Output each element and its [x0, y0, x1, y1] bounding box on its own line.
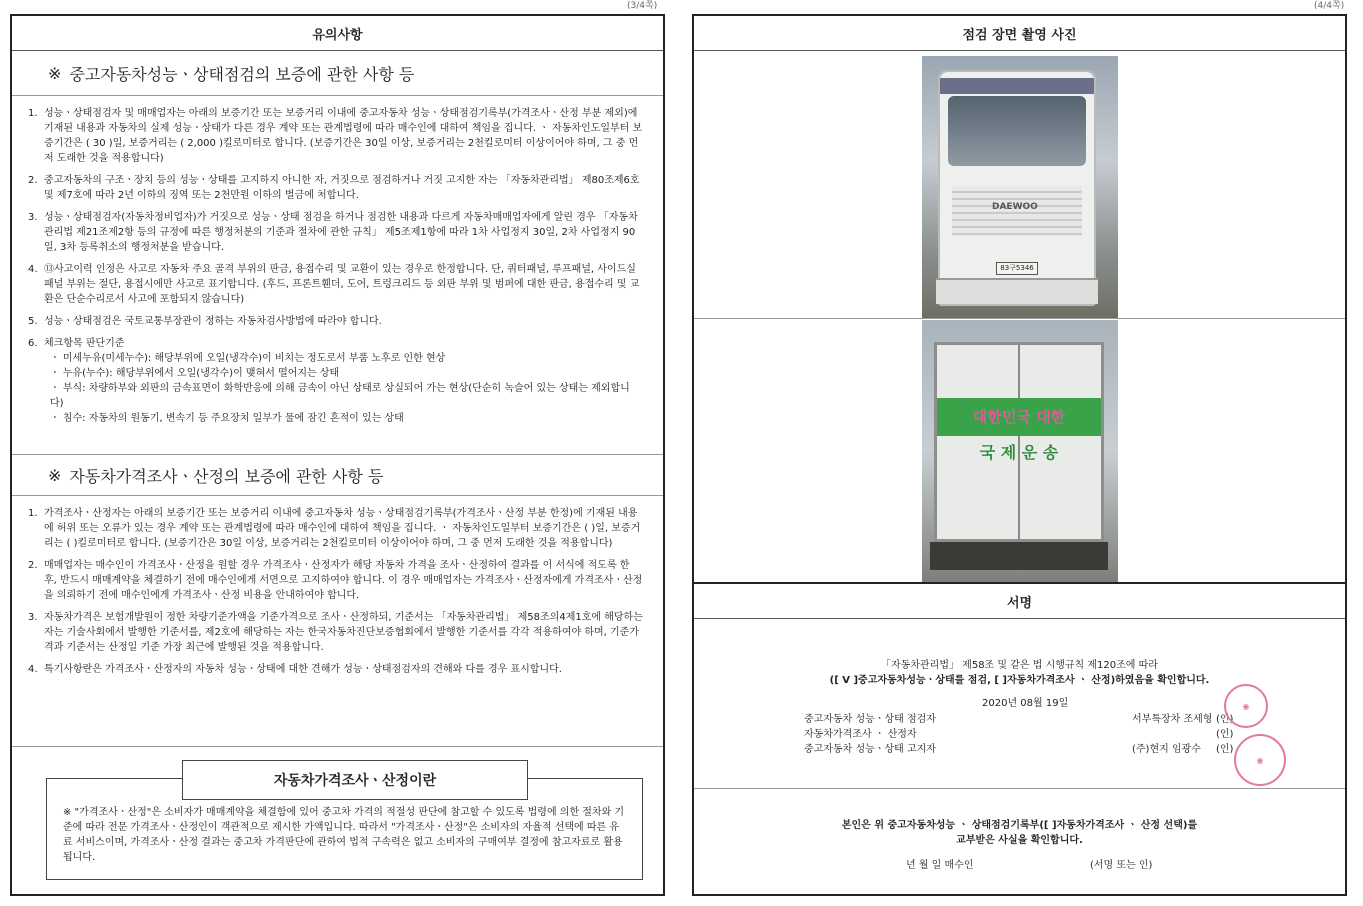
signer-seal: (인) — [1216, 744, 1234, 755]
item-text: 성능ㆍ상태점검은 국토교통부장관이 정하는 자동차검사방법에 따라야 합니다. — [44, 316, 382, 327]
list-item — [28, 210, 643, 255]
section-title — [12, 455, 663, 496]
confirm-line: 본인은 위 중고자동차성능 ㆍ 상태점검기록부([ ]자동차가격조사 ㆍ 산정 선택)를 — [841, 820, 1198, 831]
sub-item: ㆍ 부식: 차량하부와 외판의 금속표면이 화학반응에 의해 금속이 아닌 상태로 상실되어 가는 현상(단순히 녹슬어 있는 상태는 제외합니다) — [50, 383, 630, 409]
section-title — [12, 51, 663, 96]
photo-front — [922, 56, 1118, 318]
item-text: 자동차가격은 보험개발원이 정한 차량기준가액을 기준가격으로 조사ㆍ산정하되, 기준서는 「자동차관리법」 제58조의4제1호에 해당하는 자는 기술사회에서 발행한 기준서를, 제2호에 해당하는 자는 한국자동차진단보증협회에서 발행한 기준서를 각각 적용하여야 하며, 기준가격과 기준서는 산정일 기준 가장 최근에 발행된 것을 적용합니다. — [44, 612, 643, 653]
list-item — [28, 173, 643, 203]
item-number: 2. — [28, 175, 38, 186]
item-number: 2. — [28, 560, 38, 571]
list-item — [28, 336, 643, 426]
signer-seal: (인) — [1216, 729, 1234, 740]
law-line: 「자동차관리법」 제58조 및 같은 법 시행규칙 제120조에 따라 — [881, 660, 1158, 671]
item-number: 3. — [28, 212, 38, 223]
signer-role: 중고자동차 성능ㆍ상태 고지자 — [804, 744, 936, 755]
signer-name: (주)현지 임광수 — [1132, 744, 1201, 755]
seal-stamp: ◉ — [1234, 734, 1286, 786]
signer-seal: (인) — [1216, 714, 1234, 725]
item-text: 가격조사ㆍ산정자는 아래의 보증기간 또는 보증거리 이내에 중고자동차 성능ㆍ상태점검기록부(가격조사ㆍ산정 부분 한정)에 기재된 내용에 허위 또는 오류가 있는 경우 계약 또는 관계법령에 따라 매수인에 대하여 책임을 집니다. ㆍ 자동차인도일부터 보증기간은 ( )일, 보증거리는 ( )킬로미터로 합니다. (보증기간은 30일 이상, 보증거리는 2천킬로미터 이상이어야 하며, 그 중 먼저 도래한 것을 적용합니다) — [44, 508, 641, 549]
seal-stamp: ◉ — [1224, 684, 1268, 728]
item-number: 4. — [28, 264, 38, 275]
note-mark: ※ — [48, 63, 62, 83]
item-number: 4. — [28, 664, 38, 675]
item-text: 성능ㆍ상태점검자 및 매매업자는 아래의 보증기간 또는 보증거리 이내에 중고자동차 성능ㆍ상태점검기록부(가격조사ㆍ산정 부분 제외)에 기재된 내용과 자동차의 실제 성능ㆍ상태가 다른 경우 계약 또는 관계법령에 따라 매수인에 대하여 책임을 집니다. ㆍ 자동차인도일부터 보증기간은 ( 30 )일, 보증거리는 ( 2,000 )킬로미터로 합니다. (보증기간은 30일 이상, 보증거리는 2천킬로미터 이상이어야 하며, 그 중 먼저 도래한 것을 적용합니다) — [44, 108, 643, 164]
list-item — [28, 662, 643, 677]
sub-item: ㆍ 누유(누수): 해당부위에서 오일(냉각수)이 맺혀서 떨어지는 상태 — [50, 368, 340, 379]
panel-title: 점검 장면 촬영 사진 — [694, 16, 1345, 51]
item-text: 체크항목 판단기준 — [44, 338, 125, 349]
divider — [694, 318, 1345, 319]
company-text: 국 제 운 송 — [979, 443, 1059, 462]
item-number: 5. — [28, 316, 38, 327]
page-number: (3/4쪽) — [627, 1, 658, 11]
list-item — [28, 610, 643, 655]
item-text: 성능ㆍ상태점검자(자동차정비업자)가 거짓으로 성능ㆍ상태 점검을 하거나 점검한 내용과 다르게 자동차매매업자에게 알린 경우 「자동차관리법 제21조제2항 등의 규정에 따른 행정처분의 기준과 절차에 관한 규칙」 제5조제1항에 따라 1차 사업정지 30일, 2차 사업정지 90일, 3차 등록취소의 행정처분을 받습니다. — [44, 212, 638, 253]
page-number: (4/4쪽) — [1314, 1, 1345, 11]
signer-name: 서부특장차 조세형 — [1132, 714, 1213, 725]
list-item — [28, 106, 643, 166]
confirm-line: 교부받은 사실을 확인합니다. — [956, 835, 1083, 846]
windshield — [948, 96, 1086, 166]
stripe-text: 대한민국 대한 — [972, 408, 1066, 426]
license-plate: 83구5346 — [996, 262, 1038, 275]
law-line: ([ V ]중고자동차성능ㆍ상태를 점검, [ ]자동차가격조사 ㆍ 산정)하였음을 확인합니다. — [829, 675, 1210, 686]
section-title-text: 중고자동차성능ㆍ상태점검의 보증에 관한 사항 등 — [69, 64, 415, 84]
list-item — [28, 506, 643, 551]
rear-bumper — [930, 542, 1108, 570]
section-title-text: 자동차가격조사ㆍ산정의 보증에 관한 사항 등 — [69, 466, 384, 486]
item-text: 매매업자는 매수인이 가격조사ㆍ산정을 원할 경우 가격조사ㆍ산정자가 해당 자동차 가격을 조사ㆍ산정하여 결과를 이 서식에 적도록 한 후, 반드시 매매계약을 체결하기 전에 매수인에게 서면으로 고지하여야 합니다. 이 경우 매매업자는 가격조사ㆍ산정자에게 가격조사ㆍ산정을 의뢰하기 전에 매수인에게 가격조사ㆍ산정 비용을 안내하여야 합니다. — [44, 560, 643, 601]
divider — [694, 788, 1345, 789]
photo-rear — [922, 320, 1118, 582]
buyer-line: 년 월 일 매수인 — [906, 860, 974, 871]
item-text: 중고자동차의 구조ㆍ장치 등의 성능ㆍ상태를 고지하지 아니한 자, 거짓으로 점검하거나 거짓 고지한 자는 「자동차관리법」 제80조제6호 및 제7호에 따라 2년 이하의 징역 또는 2천만원 이하의 벌금에 처합니다. — [44, 175, 640, 201]
buyer-sign: (서명 또는 인) — [1090, 860, 1153, 871]
list-item — [28, 314, 643, 329]
signer-role: 자동차가격조사 ㆍ 산정자 — [804, 729, 917, 740]
roof-visor — [940, 78, 1094, 94]
info-box-text: ※ "가격조사ㆍ산정"은 소비자가 매매계약을 체결함에 있어 중고차 가격의 적절성 판단에 참고할 수 있도록 법령에 의한 절차와 기준에 따라 전문 가격조사ㆍ산정인이 객관적으로 제시한 가액입니다. 따라서 "가격조사ㆍ산정"은 소비자의 자율적 선택에 따른 유료 서비스이며, 가격조사ㆍ산정 결과는 중고차 가격판단에 관하여 법적 구속력은 없고 소비자의 구매여부 결정에 참고자료로 활용됩니다. — [63, 807, 625, 863]
note-mark: ※ — [48, 465, 62, 485]
signature-title: 서명 — [694, 584, 1345, 619]
bumper — [936, 278, 1098, 304]
sign-date: 2020년 08월 19일 — [982, 698, 1069, 709]
list-item — [28, 558, 643, 603]
item-number: 1. — [28, 508, 38, 519]
section-body — [12, 96, 663, 455]
photo-panel — [692, 14, 1347, 896]
list-item — [28, 262, 643, 307]
panel-title: 유의사항 — [12, 16, 663, 51]
item-number: 1. — [28, 108, 38, 119]
item-text: 특기사항란은 가격조사ㆍ산정자의 자동차 성능ㆍ상태에 대한 견해가 성능ㆍ상태점검자의 견해와 다를 경우 표시합니다. — [44, 664, 562, 675]
item-text: ⑬사고이력 인정은 사고로 자동차 주요 골격 부위의 판금, 용접수리 및 교환이 있는 경우로 한정합니다. 단, 쿼터패널, 루프패널, 사이드실패널 부위는 절단, 용접시에만 사고로 표기합니다. (후드, 프론트휀더, 도어, 트렁크리드 등 외판 부위 및 범퍼에 대한 판금, 용접수리 및 교환은 단순수리로서 사고에 포함되지 않습니다) — [44, 264, 640, 305]
item-number: 3. — [28, 612, 38, 623]
item-number: 6. — [28, 338, 38, 349]
sub-item: ㆍ 미세누유(미세누수): 해당부위에 오일(냉각수)이 비치는 정도로서 부품 노후로 인한 현상 — [50, 353, 446, 364]
brand-label: DAEWOO — [992, 202, 1038, 212]
info-box-title: 자동차가격조사ㆍ산정이란 — [182, 760, 528, 800]
section-body — [12, 496, 663, 747]
signer-role: 중고자동차 성능ㆍ상태 점검자 — [804, 714, 936, 725]
sub-item: ㆍ 침수: 자동차의 원동기, 변속기 등 주요장치 일부가 물에 잠긴 흔적이 있는 상태 — [50, 413, 404, 424]
